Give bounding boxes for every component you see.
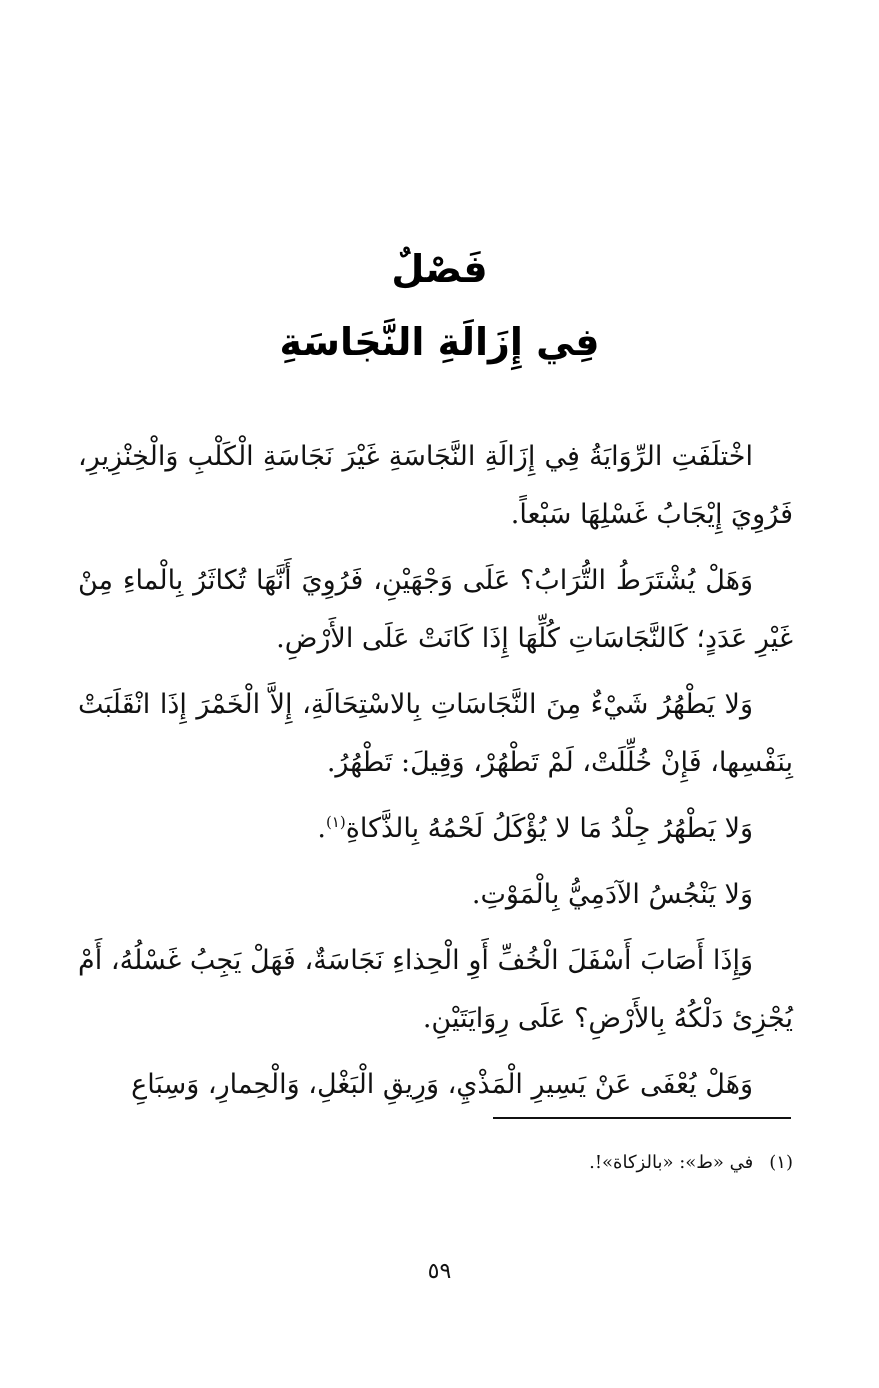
page-number: ٥٩ — [427, 1259, 452, 1284]
footnote-text: في «ط»: «بالزكاة»!. — [589, 1152, 754, 1173]
paragraph-7: وَهَلْ يُعْفَى عَنْ يَسِيرِ الْمَذْيِ، وَرِيقِ الْبَغْلِ، وَالْحِمارِ، وَسِبَاعِ — [131, 1069, 753, 1100]
paragraph-2: وَهَلْ يُشْتَرَطُ التُّرَابُ؟ عَلَى وَجْهَيْنِ، فَرُوِيَ أَنَّهَا تُكاثَرُ بِالْماءِ مِنْ غَيْرِ عَدَدٍ؛ كَالنَّجَاسَاتِ كُلِّهَا إِذَا كَانَتْ عَلَى الأَرْضِ. — [78, 565, 793, 654]
paragraph-4-text: وَلا يَطْهُرُ جِلْدُ مَا لا يُؤْكَلُ لَحْمُهُ بِالذَّكاةِ — [345, 813, 753, 844]
footnote-reference: (١) — [325, 813, 346, 831]
paragraph-3: وَلا يَطْهُرُ شَيْءٌ مِنَ النَّجَاسَاتِ بِالاسْتِحَالَةِ، إِلاَّ الْخَمْرَ إِذَا انْقَلَبَتْ بِنَفْسِها، فَإِنْ خُلِّلَتْ، لَمْ تَطْهُرْ، وَقِيلَ: تَطْهُرُ. — [78, 689, 793, 778]
footnote-number: (١) — [769, 1152, 793, 1173]
paragraph-5: وَلا يَنْجُسُ الآدَمِيُّ بِالْمَوْتِ. — [471, 879, 753, 910]
section-subtitle: فِي إِزَالَةِ النَّجَاسَةِ — [279, 320, 600, 364]
paragraph-1: اخْتلَفَتِ الرِّوَايَةُ فِي إِزَالَةِ النَّجَاسَةِ غَيْرَ نَجَاسَةِ الْكَلْبِ وَالْخِنْزِيرِ، فَرُوِيَ إِيْجَابُ غَسْلِهَا سَبْعاً. — [78, 441, 793, 530]
paragraph-4-end: . — [317, 813, 326, 844]
body-text — [78, 428, 793, 1114]
section-title: فَصْلٌ — [391, 247, 488, 291]
paragraph-6: وَإِذَا أَصَابَ أَسْفَلَ الْخُفِّ أَوِ الْحِذاءِ نَجَاسَةٌ، فَهَلْ يَجِبُ غَسْلُهُ، أَمْ يُجْزِئ دَلْكُهُ بِالأَرْضِ؟ عَلَى رِوَايَتَيْنِ. — [78, 945, 793, 1034]
footnote-separator — [493, 1117, 791, 1119]
footnote — [200, 1150, 793, 1176]
paragraph-4 — [78, 800, 793, 858]
